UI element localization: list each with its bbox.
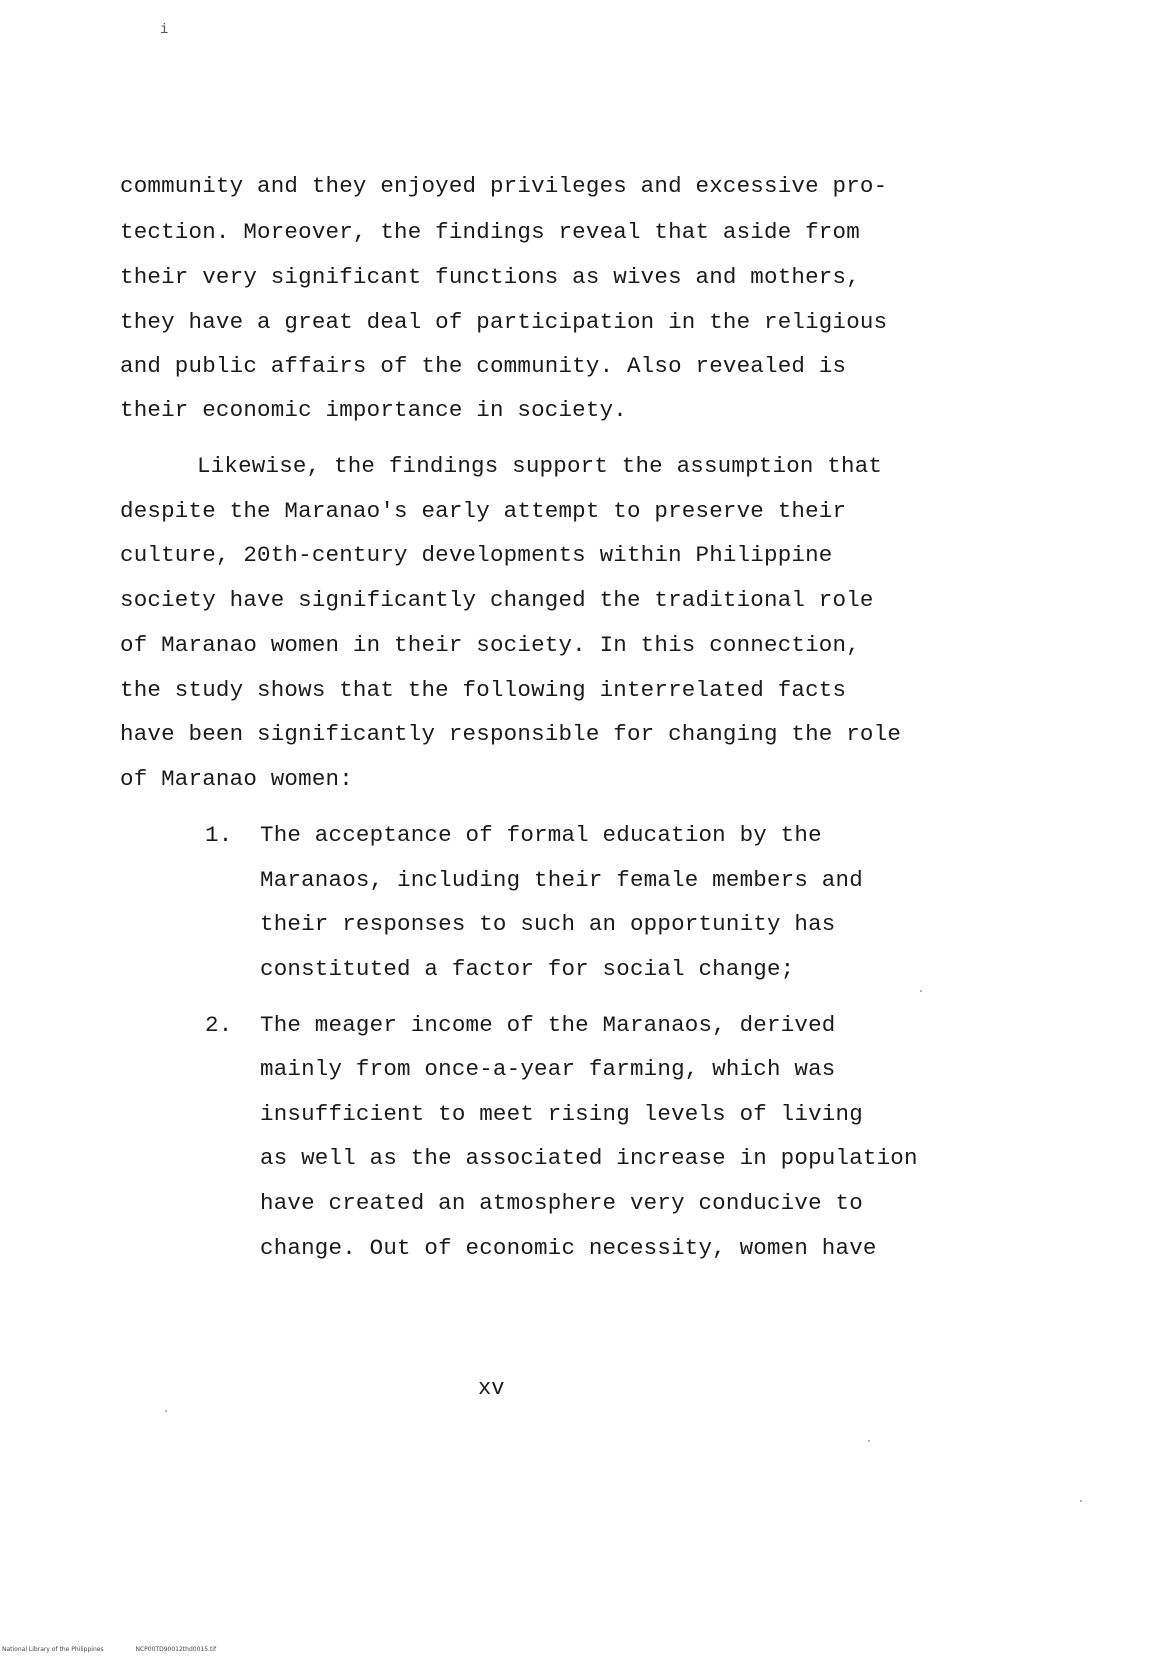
list-item-1-line-4: constituted a factor for social change; <box>260 956 795 982</box>
paragraph-1-line-3: their very significant functions as wives and mothers, <box>120 264 860 290</box>
paragraph-2-line-2: despite the Maranao's early attempt to preserve their <box>120 498 847 524</box>
list-item-2-line-2: mainly from once-a-year farming, which was <box>260 1056 836 1082</box>
paragraph-2-line-6: the study shows that the following interrelated facts <box>120 677 847 703</box>
scan-speck <box>1080 1500 1082 1502</box>
top-mark: i <box>160 22 169 38</box>
page-number: xv <box>478 1376 505 1401</box>
list-item-2-line-6: change. Out of economic necessity, women have <box>260 1235 877 1261</box>
list-item-2-line-3: insufficient to meet rising levels of living <box>260 1101 863 1127</box>
list-item-1-line-1: The acceptance of formal education by the <box>260 822 822 848</box>
paragraph-2-line-8: of Maranao women: <box>120 766 353 792</box>
paragraph-2-line-1: Likewise, the findings support the assumption that <box>197 453 883 479</box>
paragraph-1-line-2: tection. Moreover, the findings reveal that aside from <box>120 219 860 245</box>
list-item-1-line-2: Maranaos, including their female members and <box>260 867 863 893</box>
paragraph-2-line-3: culture, 20th-century developments within Philippine <box>120 542 833 568</box>
list-item-number: 1. <box>205 822 233 848</box>
list-item-2-line-4: as well as the associated increase in population <box>260 1145 918 1171</box>
scan-speck <box>920 990 922 992</box>
paragraph-2-line-7: have been significantly responsible for changing the role <box>120 721 902 747</box>
list-item-1-line-3: their responses to such an opportunity has <box>260 911 836 937</box>
paragraph-1-line-1: community and they enjoyed privileges and excessive pro- <box>120 173 888 199</box>
paragraph-2-line-4: society have significantly changed the traditional role <box>120 587 874 613</box>
paragraph-1-line-4: they have a great deal of participation in the religious <box>120 309 888 335</box>
paragraph-1-line-6: their economic importance in society. <box>120 397 627 423</box>
list-item-number: 2. <box>205 1012 233 1038</box>
list-item-2-line-1: The meager income of the Maranaos, derived <box>260 1012 836 1038</box>
paragraph-1-line-5: and public affairs of the community. Also revealed is <box>120 353 847 379</box>
footer-filename: NCP00TD90012thd0015.tif <box>135 1646 217 1653</box>
scan-speck <box>868 1440 870 1442</box>
footer <box>2 1646 246 1654</box>
scan-speck <box>165 1410 167 1412</box>
footer-library: National Library of the Philippines <box>2 1646 104 1653</box>
paragraph-2-line-5: of Maranao women in their society. In this connection, <box>120 632 860 658</box>
list-item-2-line-5: have created an atmosphere very conducive to <box>260 1190 863 1216</box>
